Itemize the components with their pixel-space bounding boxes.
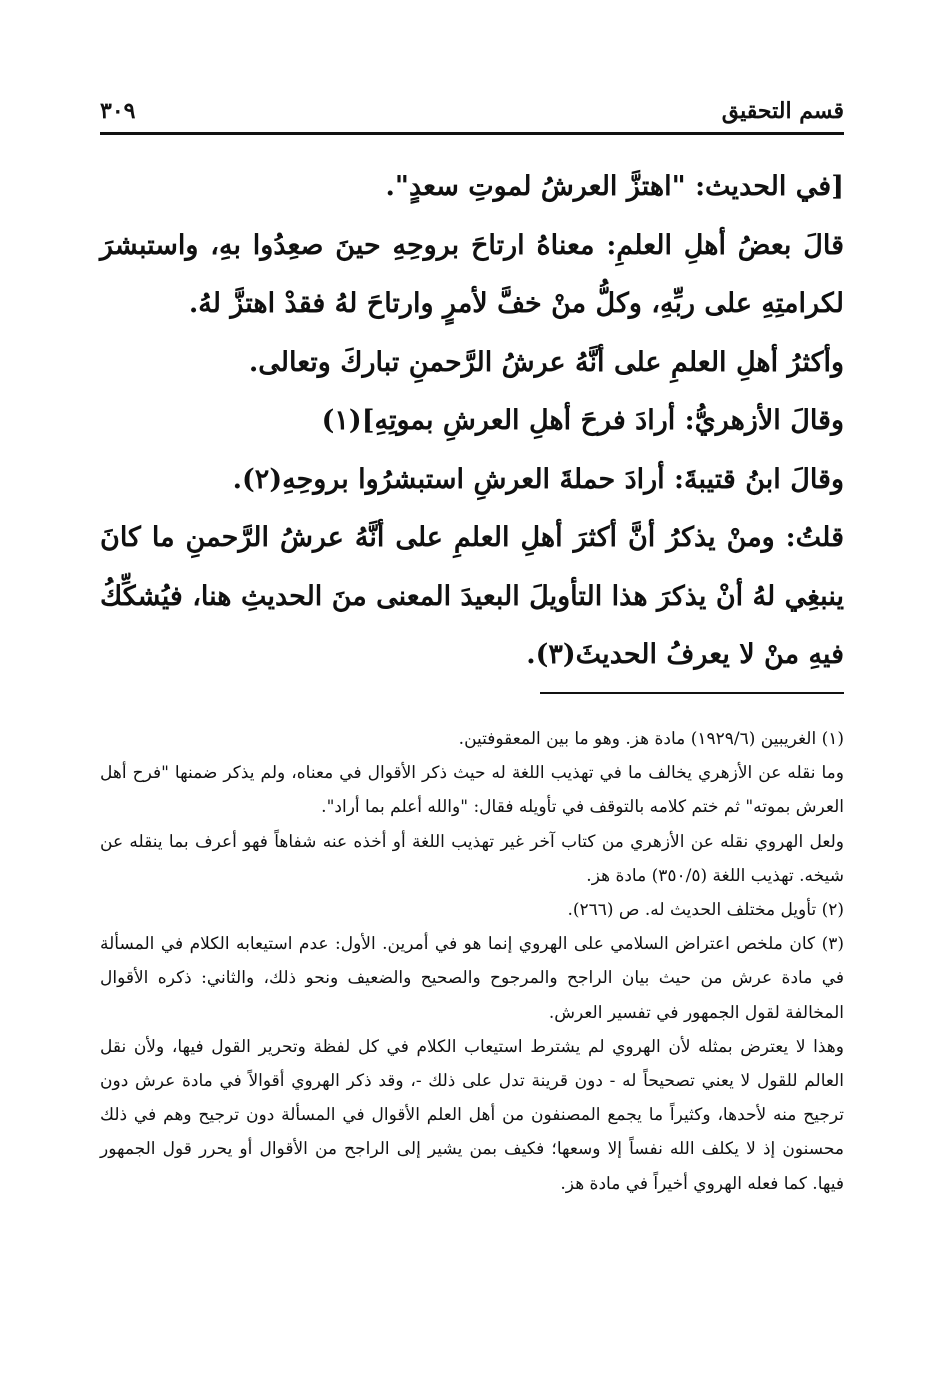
main-text — [100, 158, 844, 685]
footnote-3: (٣) كان ملخص اعتراض السلامي على الهروي إنما هو في أمرين. الأول: عدم استيعابه الكلام في المسألة في مادة عرش من حيث بيان الراجح والمرجوح والصحيح والضعيف ونحو ذلك، والثاني: ذكره الأقوال المخالفة لقول الجمهور في تفسير العرش. — [100, 934, 844, 1023]
main-paragraph: [في الحديث: "اهتزَّ العرشُ لموتِ سعدٍ". — [385, 171, 844, 202]
page-number: ٣٠٩ — [100, 98, 136, 124]
main-paragraph: وأكثرُ أهلِ العلمِ على أنَّهُ عرشُ الرَّحمنِ تباركَ وتعالى. — [248, 346, 844, 378]
footnote-2: (٢) تأويل مختلف الحديث له. ص (٢٦٦). — [567, 900, 844, 921]
footnote-paragraph: ولعل الهروي نقله عن الأزهري من كتاب آخر غير تهذيب اللغة أو أخذه عنه شفاهاً فهو أعرف بما ينقله عن شيخه. تهذيب اللغة (٣٥٠/٥) مادة هز. — [100, 831, 844, 886]
main-paragraph: قالَ بعضُ أهلِ العلمِ: معناهُ ارتاحَ بروحِهِ حينَ صعِدُوا بهِ، واستبشرَ لكرامتِهِ على ربِّهِ، وكلُّ منْ خفَّ لأمرٍ وارتاحَ لهُ فقدْ اهتزَّ لهُ. — [100, 229, 844, 319]
footnote-paragraph: وهذا لا يعترض بمثله لأن الهروي لم يشترط استيعاب الكلام في كل لفظة وتحرير القول فيها، ولأن نقل العالم للقول لا يعني تصحيحاً له - دون قرينة تدل على ذلك -، وقد ذكر الهروي أقوالاً في مادة عرش دون ترجيح منه لأحدها، وكثيراً ما يجمع المصنفون من أهل العلم الأقوال في المسألة دون ترجيح وهم في ذلك محسنون إذ لا يكلف الله نفساً إلا وسعها؛ فكيف بمن يشير إلى الراجح من الأقوال أو يحرر قول الجمهور فيها. كما فعله الهروي أخيراً في مادة هز. — [100, 1036, 844, 1194]
main-paragraph: قلتُ: ومنْ يذكرُ أنَّ أكثرَ أهلِ العلمِ على أنَّهُ عرشُ الرَّحمنِ ما كانَ ينبغِي لهُ أنْ يذكرَ هذا التأويلَ البعيدَ المعنى منَ الحديثِ هنا، فيُشكِّكُ فيهِ منْ لا يعرفُ الحديثَ(٣). — [100, 522, 844, 670]
header-divider — [100, 132, 844, 135]
footnotes — [100, 722, 844, 1201]
main-paragraph: وقالَ ابنُ قتيبةَ: أرادَ حملةَ العرشِ استبشرُوا بروحِهِ(٢). — [232, 463, 844, 495]
section-title: قسم التحقيق — [721, 98, 844, 124]
page-header — [100, 94, 844, 128]
main-paragraph: وقالَ الأزهريُّ: أرادَ فرحَ أهلِ العرشِ بموتِهِ](١) — [321, 405, 844, 436]
footnote-1: (١) الغريبين (١٩٢٩/٦) مادة هز. وهو ما بين المعقوفتين. — [458, 729, 844, 749]
footnote-paragraph: وما نقله عن الأزهري يخالف ما في تهذيب اللغة له حيث ذكر الأقوال في معناه، ولم يذكر ضمنها "فرح أهل العرش بموته" ثم ختم كلامه بالتوقف في تأويله فقال: "والله أعلم بما أراد". — [100, 763, 844, 818]
footnote-divider — [540, 692, 844, 694]
